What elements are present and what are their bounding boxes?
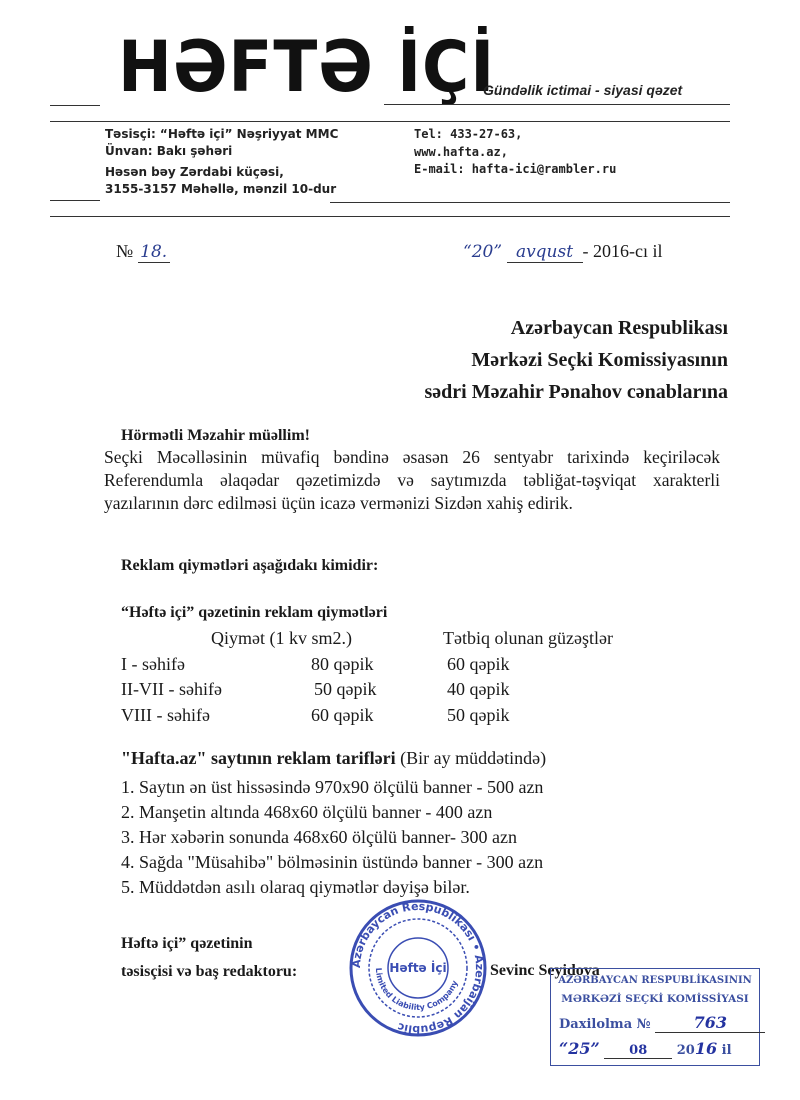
reference-number [116,241,170,263]
stamp-reg-label: Daxilolma № [559,1017,651,1032]
stamp-registration [559,1013,765,1033]
tel-line: Tel: 433-27-63, [414,127,523,141]
site-prices-title-bold: "Hafta.az" saytının reklam tarifləri [121,748,396,768]
header-rule-left [50,105,100,106]
publisher-info [105,126,338,198]
site-prices-title-rest: (Bir ay müddətində) [395,748,547,768]
header-rule-right [384,104,730,105]
signature-line-1: Həftə içi” qəzetinin [121,935,253,952]
col-header-price: Qiymət (1 kv sm2.) [211,628,352,648]
newspaper-tagline: Gündəlik ictimai - siyasi qəzet [483,82,683,98]
stamp-year-word: il [721,1043,732,1058]
number-label: № [116,241,134,261]
table-row-page: II-VII - səhifə [121,679,222,699]
site-prices-title [121,748,546,769]
stamp-year-suffix: 16 [694,1039,718,1058]
seal-center-text: Həftə İçi [389,961,447,975]
registration-stamp [550,968,760,1066]
contact-rule-left [50,200,100,201]
list-item: 1. Saytın ən üst hissəsində 970x90 ölçülü banner - 500 azn [121,777,544,797]
date-year: - 2016-cı il [582,241,663,261]
list-item: 2. Manşetin altında 468x60 ölçülü banner - 400 azn [121,802,493,822]
table-row-price: 80 qəpik [311,654,374,674]
addressee-line-3: sədri Məzahir Pənahov cənablarına [424,381,728,403]
list-item: 5. Müddətdən asılı olaraq qiymətlər dəyişə bilər. [121,877,470,897]
stamp-date [559,1039,732,1059]
company-seal [348,898,488,1038]
list-item: 3. Hər xəbərin sonunda 468x60 ölçülü banner- 300 azn [121,827,518,847]
table-row-discount: 60 qəpik [447,654,510,674]
stamp-year-prefix: 20 [676,1043,695,1058]
web-line: www.hafta.az, [414,144,508,159]
stamp-day: “25” [559,1039,600,1058]
contact-info [414,126,616,179]
contact-rule-full [50,216,730,217]
stamp-reg-number: 763 [655,1013,765,1033]
signatory-name: Sevinc Seyidova [490,962,600,979]
handwritten-day: “20” [463,242,503,262]
table-row-discount: 50 qəpik [447,705,510,725]
table-row-page: VIII - səhifə [121,705,210,725]
addressee-block [425,312,729,408]
address-line-3: 3155-3157 Məhəllə, mənzil 10-dur [105,182,337,196]
document-date [463,241,663,263]
stamp-line-1: AZƏRBAYCAN RESPUBLİKASININ [558,975,752,986]
address-line-2: Həsən bəy Zərdabi küçəsi, [105,165,284,179]
newspaper-logo: HƏFTƏ İÇİ [118,26,496,108]
seal-inner-text: Limited Liability Company [373,967,460,1013]
founder-line: Təsisçi: “Həftə içi” Nəşriyyat MMC [105,127,339,141]
handwritten-month: avqust [507,242,583,263]
table-row-price: 60 qəpik [311,705,374,725]
email-line: E-mail: hafta-ici@rambler.ru [414,162,617,176]
col-header-discount: Tətbiq olunan güzəştlər [443,628,613,648]
table-row-price: 50 qəpik [314,679,377,699]
contact-rule-right [330,202,730,203]
stamp-month: 08 [604,1043,672,1059]
seal-outer-text: Azərbaycan Respublikası • Azerbaijan Republic [349,899,487,1037]
handwritten-number: 18. [138,242,170,263]
header-rule-full [50,121,730,122]
site-prices-list [121,775,543,900]
salutation: Hörmətli Məzahir müəllim! [121,427,310,444]
prices-intro: Reklam qiymətləri aşağıdakı kimidir: [121,557,379,574]
request-paragraph: Seçki Məcəlləsinin müvafiq bəndinə əsasən 26 sentyabr tarixində keçiriləcək Referendumla əlaqədar qəzetimizdə və saytımızda təbliğat-təşviqat xarakterli yazılarının dərc edilməsi üçün icazə vermənizi Sizdən xahiş edirik. [104,447,720,513]
address-line-1: Ünvan: Bakı şəhəri [105,144,233,158]
stamp-line-2: MƏRKƏZİ SEÇKİ KOMİSSİYASI [561,993,749,1005]
addressee-line-1: Azərbaycan Respublikası [510,317,728,339]
signature-line-2: təsisçisi və baş redaktoru: [121,963,298,980]
table-row-page: I - səhifə [121,654,185,674]
addressee-line-2: Mərkəzi Seçki Komissiyasının [471,349,728,371]
table-row-discount: 40 qəpik [447,679,510,699]
newspaper-prices-title: “Həftə içi” qəzetinin reklam qiymətləri [121,604,388,621]
list-item: 4. Sağda "Müsahibə" bölməsinin üstündə banner - 300 azn [121,852,544,872]
